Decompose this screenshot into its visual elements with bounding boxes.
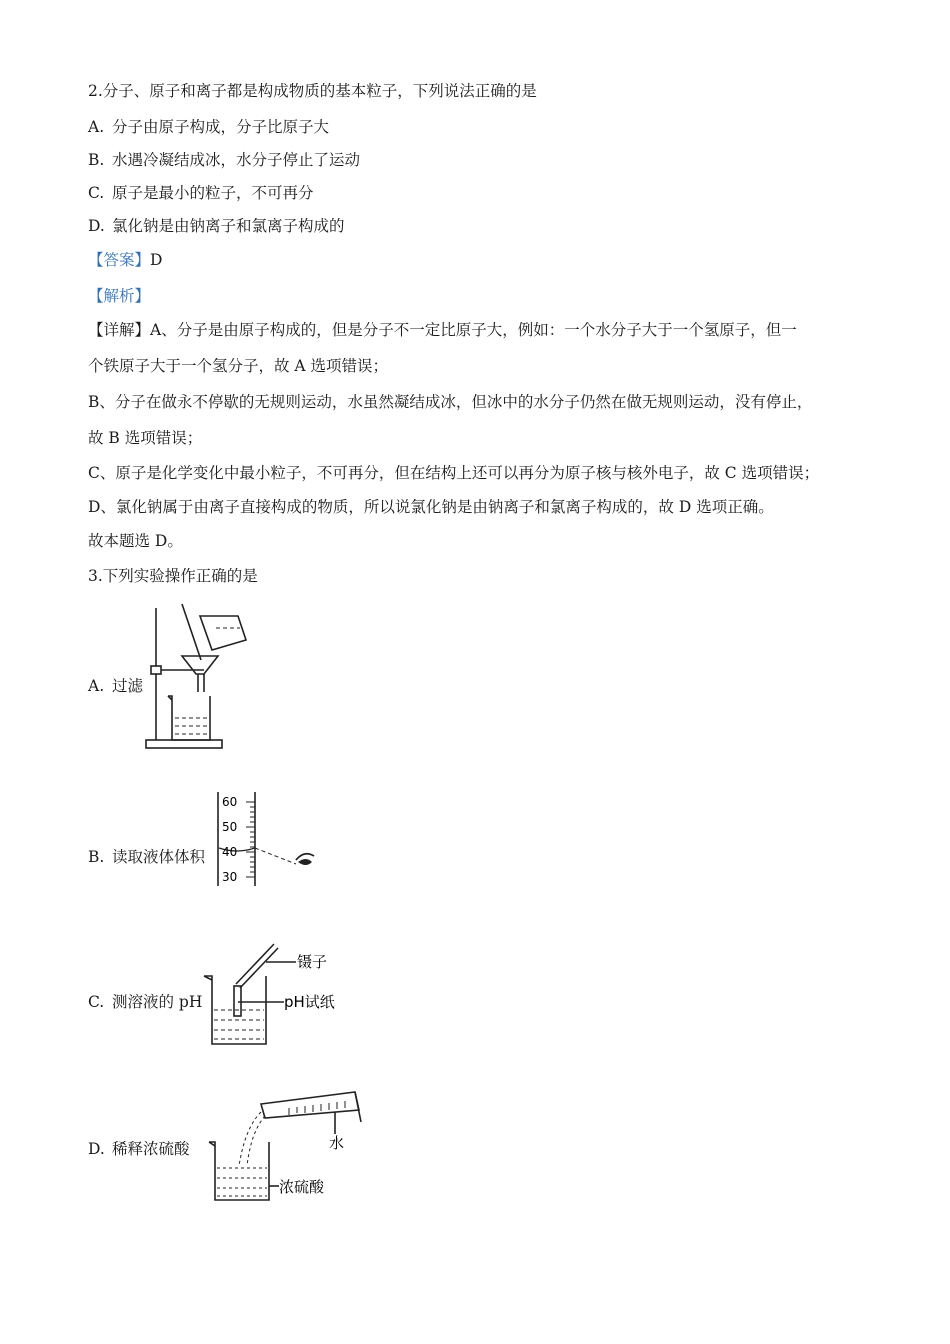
q2-option-d — [88, 216, 345, 236]
option-text: 分子由原子构成，分子比原子大 — [112, 118, 330, 136]
q3-option-b — [88, 847, 205, 867]
option-text: 原子是最小的粒子，不可再分 — [112, 184, 314, 202]
tick-label: 50 — [222, 820, 238, 834]
ph-paper-label: pH试纸 — [284, 993, 335, 1011]
acid-label: 浓硫酸 — [279, 1178, 325, 1196]
option-text: 过滤 — [112, 677, 144, 695]
q2-answer — [88, 250, 162, 270]
explanation-line-1 — [88, 320, 797, 340]
option-letter: D. — [88, 1140, 105, 1158]
q3-option-c — [88, 992, 202, 1012]
detail-tag: 【详解】 — [88, 321, 151, 339]
filtration-diagram — [142, 600, 254, 752]
explanation-line-4: 故 B 选项错误； — [88, 429, 203, 447]
option-letter: A. — [88, 118, 105, 136]
q2-option-a — [88, 117, 329, 137]
sight-line — [255, 848, 296, 864]
explanation-text: A、分子是由原子构成的，但是分子不一定比原子大，例如：一个水分子大于一个氢原子，但一 — [150, 321, 797, 339]
tick-label: 30 — [222, 870, 238, 884]
ph-paper — [234, 986, 241, 1016]
q3-stem: 3.下列实验操作正确的是 — [88, 567, 258, 585]
tweezers — [236, 944, 274, 984]
stand-base — [146, 740, 222, 748]
q2-option-b — [88, 150, 360, 170]
q2-stem: 2.分子、原子和离子都是构成物质的基本粒子，下列说法正确的是 — [88, 82, 537, 100]
option-letter: B. — [88, 848, 105, 866]
q3-option-d — [88, 1139, 190, 1159]
glass-rod — [182, 604, 201, 660]
tick-label: 60 — [222, 795, 238, 809]
ph-test-diagram — [200, 940, 345, 1050]
explanation-line-6: D、氯化钠属于由离子直接构成的物质，所以说氯化钠是由钠离子和氯离子构成的，故 D 选项正确。 — [88, 498, 774, 516]
option-letter: C. — [88, 993, 105, 1011]
water-label: 水 — [329, 1134, 345, 1152]
explanation-line-2: 个铁原子大于一个氢分子，故 A 选项错误； — [88, 357, 389, 375]
q2-option-c — [88, 183, 314, 203]
beaker — [209, 1142, 269, 1200]
graduated-cylinder — [261, 1092, 359, 1118]
pouring-beaker — [200, 616, 246, 650]
tweezers-label: 镊子 — [297, 953, 328, 971]
explanation-line-3: B、分子在做永不停歇的无规则运动，水虽然凝结成冰，但冰中的水分子仍然在做无规则运动，没有停止， — [88, 393, 813, 411]
option-text: 稀释浓硫酸 — [112, 1140, 190, 1158]
analysis-tag: 【解析】 — [88, 287, 151, 305]
dilution-diagram — [205, 1088, 365, 1208]
tick-label: 40 — [222, 845, 238, 859]
option-text: 水遇冷凝结成冰，水分子停止了运动 — [112, 151, 361, 169]
option-text: 读取液体体积 — [112, 848, 206, 866]
explanation-line-5: C、原子是化学变化中最小粒子，不可再分，但在结构上还可以再分为原子核与核外电子，故 C 选项错误； — [88, 464, 820, 482]
option-letter: C. — [88, 184, 105, 202]
option-letter: B. — [88, 151, 105, 169]
answer-value: D — [150, 251, 163, 269]
option-letter: D. — [88, 217, 105, 235]
cylinder-reading-diagram — [210, 790, 330, 890]
option-text: 测溶液的 pH — [112, 993, 203, 1011]
explanation-line-7: 故本题选 D。 — [88, 532, 183, 550]
answer-tag: 【答案】 — [88, 251, 151, 269]
option-letter: A. — [88, 677, 105, 695]
option-text: 氯化钠是由钠离子和氯离子构成的 — [112, 217, 345, 235]
q3-option-a — [88, 676, 143, 696]
eye-icon — [296, 854, 314, 865]
